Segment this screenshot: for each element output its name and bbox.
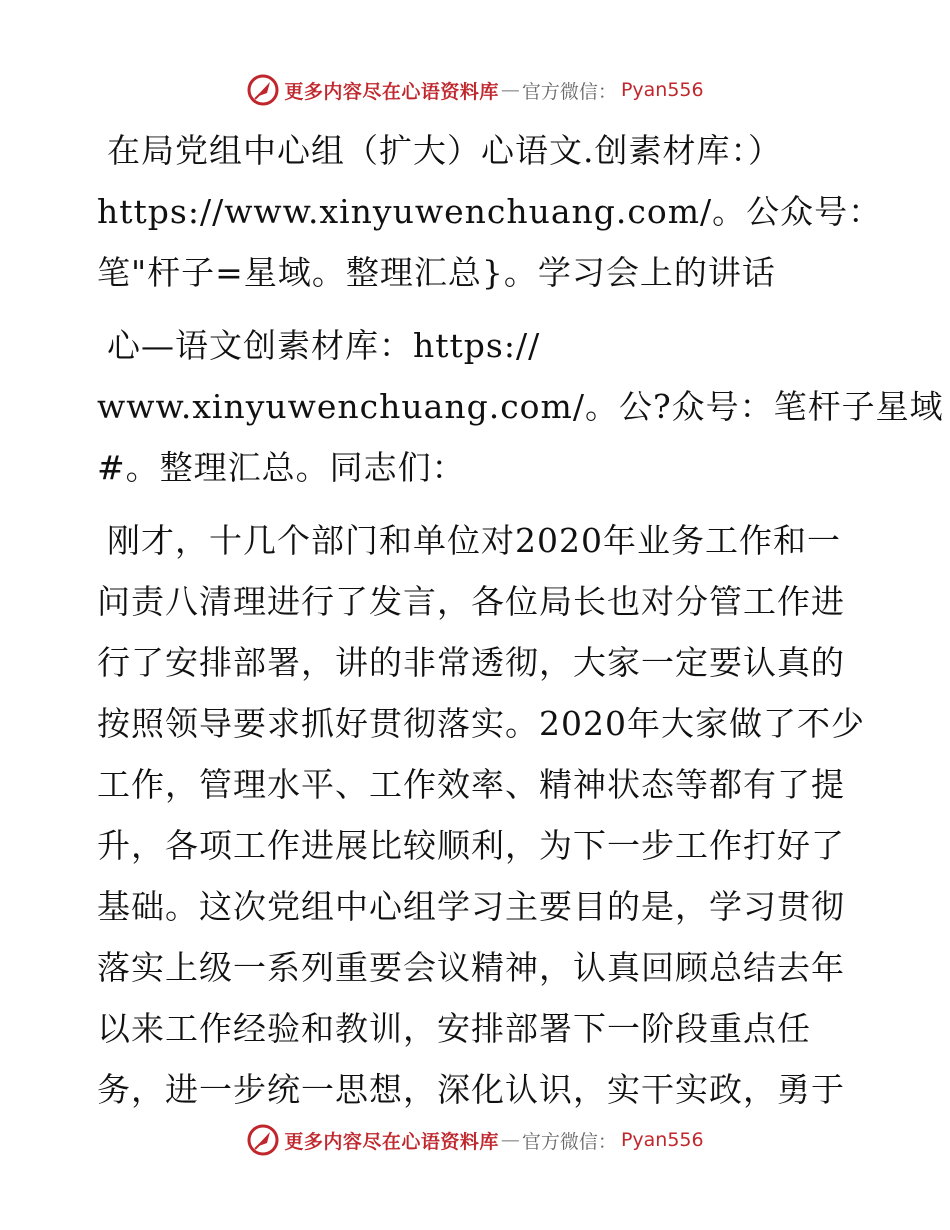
- text-line: 工作，管理水平、工作效率、精神状态等都有了提: [97, 765, 845, 804]
- watermark-text: 更多内容尽在心语资料库: [284, 1130, 499, 1153]
- text-line: 心—语文创素材库：https://: [107, 326, 541, 365]
- footer-watermark: [0, 1120, 950, 1160]
- text-line: https://www.xinyuwenchuang.com/。公众号：: [97, 192, 883, 231]
- body-paragraph: [97, 510, 865, 1120]
- document-body: [97, 120, 944, 1132]
- text-line: 在局党组中心组（扩大）心语文.创素材库：）: [107, 131, 782, 170]
- header-watermark: [0, 70, 950, 110]
- watermark-text: 更多内容尽在心语资料库: [284, 80, 499, 103]
- text-line: 刚才，十几个部门和单位对2020年业务工作和一: [107, 521, 841, 560]
- text-line: 行了安排部署，讲的非常透彻，大家一定要认真的: [97, 643, 845, 682]
- quill-logo-icon: [246, 1123, 280, 1157]
- title-paragraph: [97, 120, 883, 303]
- text-line: 以来工作经验和教训，安排部署下一阶段重点任: [97, 1009, 811, 1048]
- text-line: #。整理汇总。同志们：: [97, 448, 466, 487]
- text-line: 升，各项工作进展比较顺利，为下一步工作打好了: [97, 826, 845, 865]
- wechat-label: 官方微信：: [521, 80, 617, 103]
- wechat-id: Pyan556: [620, 1129, 704, 1151]
- source-paragraph: [97, 315, 944, 498]
- watermark-dash: —: [500, 1129, 520, 1151]
- wechat-label: 官方微信：: [521, 1130, 617, 1153]
- text-line: 问责八清理进行了发言，各位局长也对分管工作进: [97, 582, 845, 621]
- text-line: 落实上级一系列重要会议精神，认真回顾总结去年: [97, 948, 845, 987]
- text-line: 笔"杆子=星域。整理汇总}。学习会上的讲话: [97, 253, 776, 292]
- text-line: 按照领导要求抓好贯彻落实。2020年大家做了不少: [97, 704, 865, 743]
- watermark-dash: —: [500, 79, 520, 101]
- text-line: 基础。这次党组中心组学习主要目的是，学习贯彻: [97, 887, 845, 926]
- text-line: www.xinyuwenchuang.com/。公?众号：笔杆子星域: [97, 387, 944, 426]
- quill-logo-icon: [246, 73, 280, 107]
- wechat-id: Pyan556: [620, 79, 704, 101]
- text-line: 务，进一步统一思想，深化认识，实干实政，勇于: [97, 1070, 845, 1109]
